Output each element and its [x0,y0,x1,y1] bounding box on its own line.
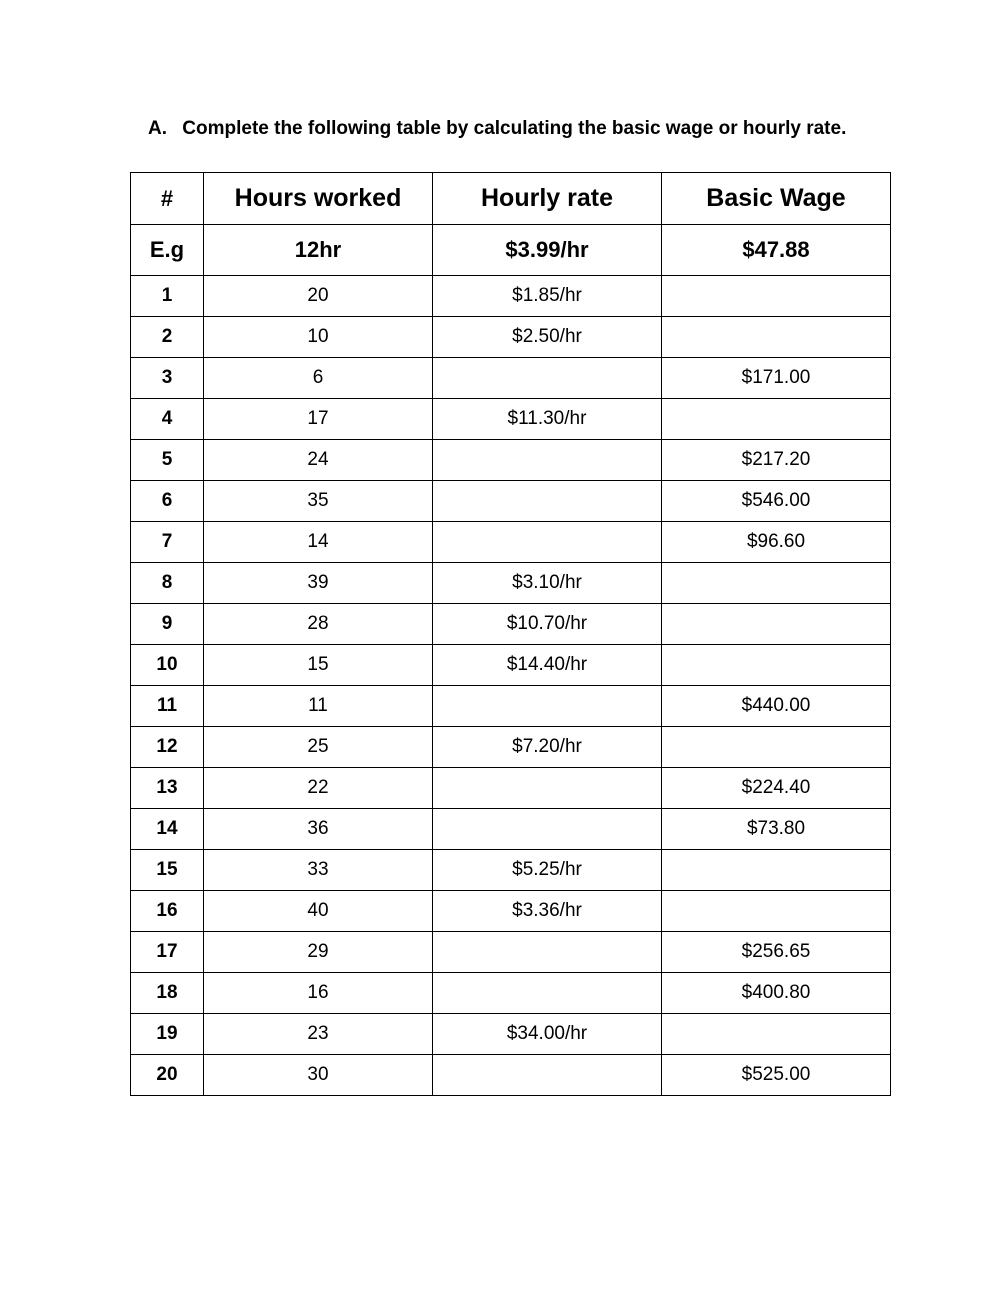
hours-worked-cell: 30 [204,1055,433,1096]
hours-worked-cell: 25 [204,727,433,768]
basic-wage-cell: $400.80 [662,973,891,1014]
hourly-rate-cell: $11.30/hr [433,399,662,440]
row-number-cell: 8 [131,563,204,604]
hourly-rate-cell [433,481,662,522]
table-row [131,686,891,727]
table-row [131,1055,891,1096]
row-number-cell: 12 [131,727,204,768]
row-number-cell: 17 [131,932,204,973]
hours-worked-cell: 17 [204,399,433,440]
row-number-cell: 4 [131,399,204,440]
row-number-cell: 19 [131,1014,204,1055]
row-number-cell: 16 [131,891,204,932]
hours-worked-cell: 11 [204,686,433,727]
instruction-label: A. [148,118,167,139]
table-row [131,481,891,522]
table-row [131,604,891,645]
header-number: # [131,173,204,225]
hours-worked-cell: 40 [204,891,433,932]
hourly-rate-cell: $14.40/hr [433,645,662,686]
basic-wage-cell [662,850,891,891]
row-number-cell: 18 [131,973,204,1014]
basic-wage-cell: $171.00 [662,358,891,399]
row-number-cell: 3 [131,358,204,399]
row-number-cell: 5 [131,440,204,481]
row-number-cell: 11 [131,686,204,727]
hours-worked-cell: 23 [204,1014,433,1055]
hourly-rate-cell: $5.25/hr [433,850,662,891]
row-number-cell: 13 [131,768,204,809]
hours-worked-cell: 10 [204,317,433,358]
row-number-cell: 7 [131,522,204,563]
table-row [131,522,891,563]
basic-wage-cell: $73.80 [662,809,891,850]
hourly-rate-cell [433,358,662,399]
table-row [131,891,891,932]
table-row [131,768,891,809]
basic-wage-cell [662,563,891,604]
example-wage: $47.88 [662,225,891,276]
hours-worked-cell: 20 [204,276,433,317]
row-number-cell: 9 [131,604,204,645]
table-row [131,932,891,973]
basic-wage-cell [662,399,891,440]
table-row [131,809,891,850]
table-row [131,358,891,399]
hourly-rate-cell: $2.50/hr [433,317,662,358]
hourly-rate-cell: $3.36/hr [433,891,662,932]
instruction-text: Complete the following table by calculating the basic wage or hourly rate. [182,118,847,139]
hourly-rate-cell: $34.00/hr [433,1014,662,1055]
basic-wage-cell: $217.20 [662,440,891,481]
basic-wage-cell: $256.65 [662,932,891,973]
table-row [131,727,891,768]
hours-worked-cell: 28 [204,604,433,645]
basic-wage-cell [662,727,891,768]
hours-worked-cell: 24 [204,440,433,481]
hourly-rate-cell [433,932,662,973]
row-number-cell: 6 [131,481,204,522]
hourly-rate-cell [433,522,662,563]
table-row [131,850,891,891]
example-row [131,225,891,276]
table-row [131,563,891,604]
table-row [131,276,891,317]
hourly-rate-cell [433,768,662,809]
hours-worked-cell: 36 [204,809,433,850]
hours-worked-cell: 14 [204,522,433,563]
table-row [131,1014,891,1055]
wage-table [130,172,891,1096]
basic-wage-cell: $440.00 [662,686,891,727]
table-row [131,399,891,440]
hours-worked-cell: 39 [204,563,433,604]
hourly-rate-cell: $7.20/hr [433,727,662,768]
hours-worked-cell: 33 [204,850,433,891]
hours-worked-cell: 29 [204,932,433,973]
example-hours: 12hr [204,225,433,276]
hourly-rate-cell [433,686,662,727]
hours-worked-cell: 16 [204,973,433,1014]
hourly-rate-cell [433,440,662,481]
row-number-cell: 10 [131,645,204,686]
table-row [131,440,891,481]
table-row [131,973,891,1014]
basic-wage-cell [662,276,891,317]
basic-wage-cell: $525.00 [662,1055,891,1096]
header-hours-worked: Hours worked [204,173,433,225]
header-hourly-rate: Hourly rate [433,173,662,225]
row-number-cell: 15 [131,850,204,891]
instruction-heading [148,118,846,140]
basic-wage-cell [662,1014,891,1055]
hours-worked-cell: 6 [204,358,433,399]
header-basic-wage: Basic Wage [662,173,891,225]
hourly-rate-cell: $10.70/hr [433,604,662,645]
row-number-cell: 2 [131,317,204,358]
hours-worked-cell: 35 [204,481,433,522]
hourly-rate-cell [433,1055,662,1096]
hours-worked-cell: 15 [204,645,433,686]
hourly-rate-cell: $1.85/hr [433,276,662,317]
basic-wage-cell: $224.40 [662,768,891,809]
row-number-cell: 20 [131,1055,204,1096]
hourly-rate-cell [433,973,662,1014]
table-header-row [131,173,891,225]
example-number: E.g [131,225,204,276]
example-rate: $3.99/hr [433,225,662,276]
row-number-cell: 1 [131,276,204,317]
basic-wage-cell [662,891,891,932]
row-number-cell: 14 [131,809,204,850]
basic-wage-cell: $546.00 [662,481,891,522]
basic-wage-cell [662,604,891,645]
hourly-rate-cell [433,809,662,850]
basic-wage-cell [662,645,891,686]
table-row [131,317,891,358]
basic-wage-cell: $96.60 [662,522,891,563]
basic-wage-cell [662,317,891,358]
hours-worked-cell: 22 [204,768,433,809]
table-row [131,645,891,686]
hourly-rate-cell: $3.10/hr [433,563,662,604]
